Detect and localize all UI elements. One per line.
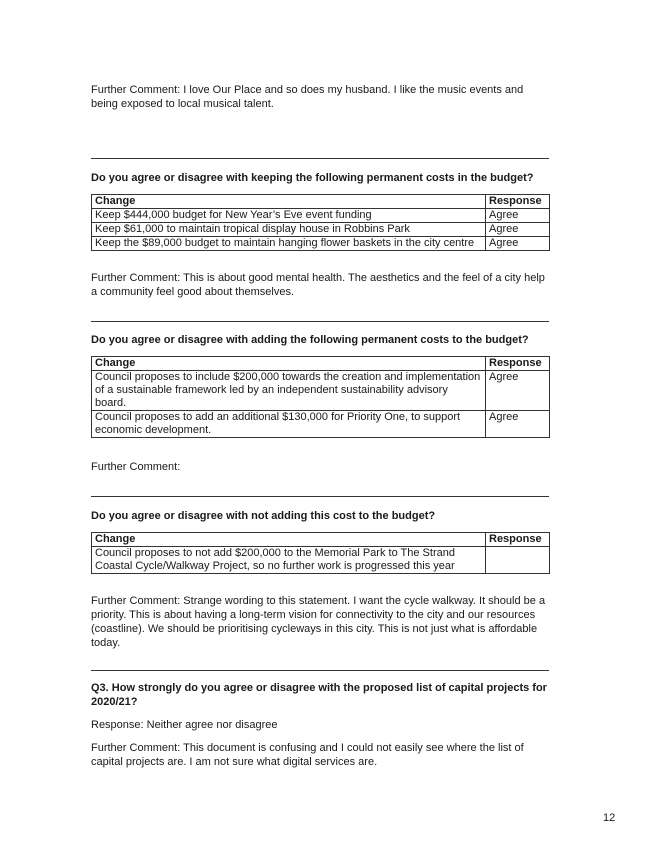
column-header-change: Change <box>92 195 486 209</box>
table-row <box>92 371 550 411</box>
intro-comment: Further Comment: I love Our Place and so does my husband. I like the music events and being exposed to local musical talent. <box>91 84 524 110</box>
column-header-change: Change <box>92 533 486 547</box>
table-row <box>92 223 550 237</box>
question-keep-costs: Do you agree or disagree with keeping the following permanent costs in the budget? <box>91 172 534 184</box>
keep-costs-table <box>91 194 550 251</box>
question-q3: Q3. How strongly do you agree or disagree with the proposed list of capital projects for 2020/21? <box>91 682 547 708</box>
table-row <box>92 547 550 574</box>
divider <box>91 670 549 671</box>
add-costs-comment: Further Comment: <box>91 461 181 473</box>
column-header-response: Response <box>486 533 550 547</box>
response-cell: Agree <box>486 209 550 223</box>
not-add-cost-comment: Further Comment: Strange wording to this statement. I want the cycle walkway. It should be a priority. This is about having a long-term vision for connectivity to the city and our resources (coastline). We should be prioritising cycleways in this city. This is not just what is affordable today. <box>91 595 546 649</box>
divider <box>91 496 549 497</box>
question-add-costs: Do you agree or disagree with adding the following permanent costs to the budget? <box>91 334 529 346</box>
response-cell: Agree <box>486 223 550 237</box>
table-row <box>92 209 550 223</box>
column-header-response: Response <box>486 195 550 209</box>
response-cell: Agree <box>486 371 550 411</box>
change-cell: Keep $61,000 to maintain tropical display house in Robbins Park <box>92 223 486 237</box>
response-cell: Agree <box>486 411 550 438</box>
keep-costs-comment: Further Comment: This is about good mental health. The aesthetics and the feel of a city help a community feel good about themselves. <box>91 272 545 298</box>
q3-comment: Further Comment: This document is confusing and I could not easily see where the list of capital projects are. I am not sure what digital services are. <box>91 742 524 768</box>
table-header-row <box>92 533 550 547</box>
divider <box>91 158 549 159</box>
table-row <box>92 237 550 251</box>
divider <box>91 321 549 322</box>
column-header-change: Change <box>92 357 486 371</box>
response-cell: Agree <box>486 237 550 251</box>
document-page <box>91 83 549 769</box>
q3-response: Response: Neither agree nor disagree <box>91 719 278 731</box>
change-cell: Keep $444,000 budget for New Year’s Eve event funding <box>92 209 486 223</box>
table-header-row <box>92 195 550 209</box>
page-number: 12 <box>603 812 616 824</box>
change-cell: Council proposes to add an additional $130,000 for Priority One, to support economic development. <box>92 411 486 438</box>
table-header-row <box>92 357 550 371</box>
change-cell: Council proposes to include $200,000 towards the creation and implementation of a sustainable framework led by an independent sustainability advisory board. <box>92 371 486 411</box>
column-header-response: Response <box>486 357 550 371</box>
question-not-add-cost: Do you agree or disagree with not adding this cost to the budget? <box>91 510 436 522</box>
add-costs-table <box>91 356 550 438</box>
change-cell: Council proposes to not add $200,000 to the Memorial Park to The Strand Coastal Cycle/Walkway Project, so no further work is progressed this year <box>92 547 486 574</box>
not-add-cost-table <box>91 532 550 574</box>
response-cell <box>486 547 550 574</box>
table-row <box>92 411 550 438</box>
change-cell: Keep the $89,000 budget to maintain hanging flower baskets in the city centre <box>92 237 486 251</box>
